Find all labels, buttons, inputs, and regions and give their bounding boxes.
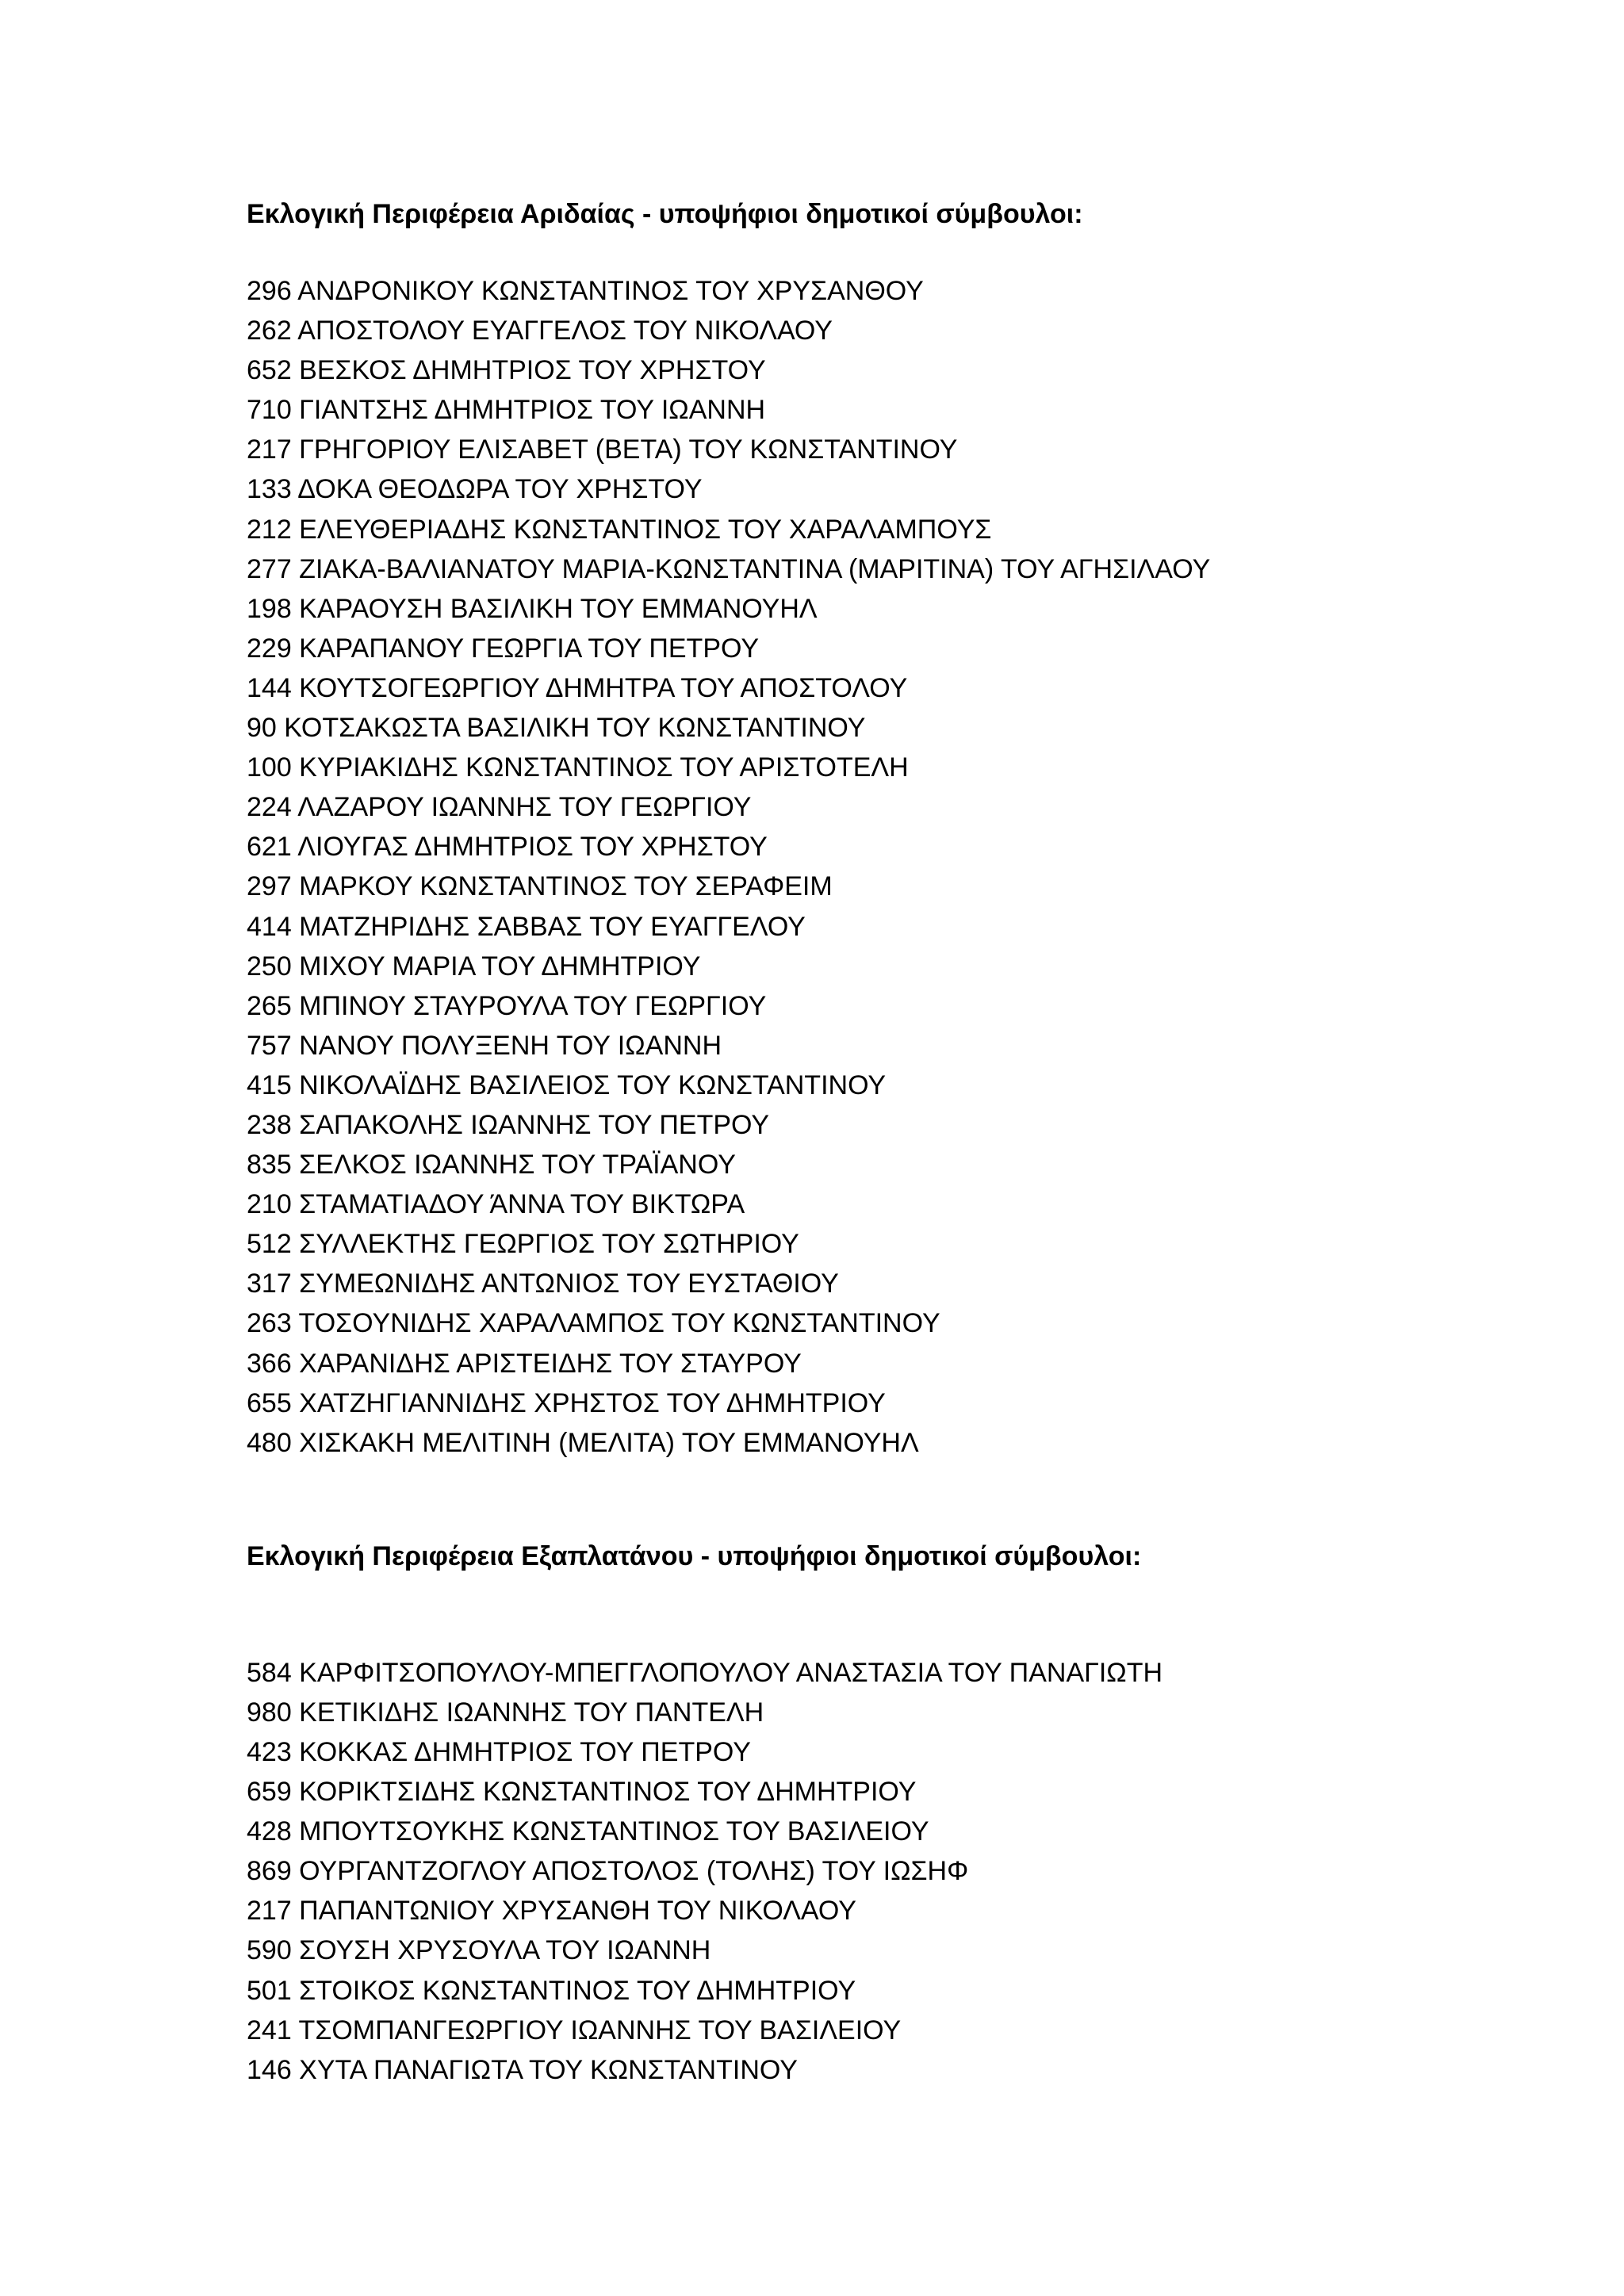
candidate-entry: 621 ΛΙΟΥΓΑΣ ΔΗΜΗΤΡΙΟΣ ΤΟΥ ΧΡΗΣΤΟΥ	[247, 832, 768, 863]
candidate-list	[247, 1653, 1436, 2090]
candidate-entry: 415 ΝΙΚΟΛΑΪΔΗΣ ΒΑΣΙΛΕΙΟΣ ΤΟΥ ΚΩΝΣΤΑΝΤΙΝΟΥ	[247, 1070, 887, 1100]
candidate-entry: 250 ΜΙΧΟΥ ΜΑΡΙΑ ΤΟΥ ΔΗΜΗΤΡΙΟΥ	[247, 951, 701, 982]
candidate-entry: 869 ΟΥΡΓΑΝΤΖΟΓΛΟΥ ΑΠΟΣΤΟΛΟΣ (ΤΟΛΗΣ) ΤΟΥ ΙΩΣΗΦ	[247, 1856, 969, 1887]
candidate-entry: 584 ΚΑΡΦΙΤΣΟΠΟΥΛΟΥ-ΜΠΕΓΓΛΟΠΟΥΛΟΥ ΑΝΑΣΤΑΣΙΑ ΤΟΥ ΠΑΝΑΓΙΩΤΗ	[247, 1657, 1163, 1688]
candidate-entry: 229 ΚΑΡΑΠΑΝΟΥ ΓΕΩΡΓΙΑ ΤΟΥ ΠΕΤΡΟΥ	[247, 633, 760, 664]
candidate-entry: 224 ΛΑΖΑΡΟΥ ΙΩΑΝΝΗΣ ΤΟΥ ΓΕΩΡΓΙΟΥ	[247, 792, 752, 823]
candidate-list	[247, 271, 1436, 1463]
candidate-entry: 652 ΒΕΣΚΟΣ ΔΗΜΗΤΡΙΟΣ ΤΟΥ ΧΡΗΣΤΟΥ	[247, 355, 766, 386]
section-heading: Εκλογική Περιφέρεια Εξαπλατάνου - υποψήφιοι δημοτικοί σύμβουλοι:	[247, 1540, 1142, 1571]
candidate-entry: 262 ΑΠΟΣΤΟΛΟΥ ΕΥΑΓΓΕΛΟΣ ΤΟΥ ΝΙΚΟΛΑΟΥ	[247, 316, 833, 346]
candidate-entry: 217 ΠΑΠΑΝΤΩΝΙΟΥ ΧΡΥΣΑΝΘΗ ΤΟΥ ΝΙΚΟΛΑΟΥ	[247, 1896, 856, 1927]
candidate-entry: 655 ΧΑΤΖΗΓΙΑΝΝΙΔΗΣ ΧΡΗΣΤΟΣ ΤΟΥ ΔΗΜΗΤΡΙΟΥ	[247, 1387, 886, 1418]
candidate-entry: 980 ΚΕΤΙΚΙΔΗΣ ΙΩΑΝΝΗΣ ΤΟΥ ΠΑΝΤΕΛΗ	[247, 1697, 764, 1728]
candidate-entry: 263 ΤΟΣΟΥΝΙΔΗΣ ΧΑΡΑΛΑΜΠΟΣ ΤΟΥ ΚΩΝΣΤΑΝΤΙΝΟΥ	[247, 1308, 940, 1339]
candidate-entry: 217 ΓΡΗΓΟΡΙΟΥ ΕΛΙΣΑΒΕΤ (ΒΕΤΑ) ΤΟΥ ΚΩΝΣΤΑΝΤΙΝΟΥ	[247, 434, 958, 465]
candidate-entry: 297 ΜΑΡΚΟΥ ΚΩΝΣΤΑΝΤΙΝΟΣ ΤΟΥ ΣΕΡΑΦΕΙΜ	[247, 871, 833, 902]
candidate-entry: 428 ΜΠΟΥΤΣΟΥΚΗΣ ΚΩΝΣΤΑΝΤΙΝΟΣ ΤΟΥ ΒΑΣΙΛΕΙΟΥ	[247, 1816, 929, 1847]
section-heading: Εκλογική Περιφέρεια Αριδαίας - υποψήφιοι δημοτικοί σύμβουλοι:	[247, 199, 1083, 229]
candidate-entry: 757 ΝΑΝΟΥ ΠΟΛΥΞΕΝΗ ΤΟΥ ΙΩΑΝΝΗ	[247, 1030, 722, 1061]
section-aridaia	[247, 194, 1436, 1463]
candidate-entry: 277 ΖΙΑΚΑ-ΒΑΛΙΑΝΑΤΟΥ ΜΑΡΙΑ-ΚΩΝΣΤΑΝΤΙΝΑ (ΜΑΡΙΤΙΝΑ) ΤΟΥ ΑΓΗΣΙΛΑΟΥ	[247, 553, 1211, 584]
candidate-entry: 512 ΣΥΛΛΕΚΤΗΣ ΓΕΩΡΓΙΟΣ ΤΟΥ ΣΩΤΗΡΙΟΥ	[247, 1229, 799, 1260]
document-page	[247, 194, 1436, 2090]
candidate-entry: 659 ΚΟΡΙΚΤΣΙΔΗΣ ΚΩΝΣΤΑΝΤΙΝΟΣ ΤΟΥ ΔΗΜΗΤΡΙΟΥ	[247, 1777, 917, 1808]
candidate-entry: 133 ΔΟΚΑ ΘΕΟΔΩΡΑ ΤΟΥ ΧΡΗΣΤΟΥ	[247, 474, 703, 505]
candidate-entry: 414 ΜΑΤΖΗΡΙΔΗΣ ΣΑΒΒΑΣ ΤΟΥ ΕΥΑΓΓΕΛΟΥ	[247, 911, 806, 942]
candidate-entry: 480 ΧΙΣΚΑΚΗ ΜΕΛΙΤΙΝΗ (ΜΕΛΙΤΑ) ΤΟΥ ΕΜΜΑΝΟΥΗΛ	[247, 1427, 919, 1458]
candidate-entry: 366 ΧΑΡΑΝΙΔΗΣ ΑΡΙΣΤΕΙΔΗΣ ΤΟΥ ΣΤΑΥΡΟΥ	[247, 1348, 802, 1379]
candidate-entry: 144 ΚΟΥΤΣΟΓΕΩΡΓΙΟΥ ΔΗΜΗΤΡΑ ΤΟΥ ΑΠΟΣΤΟΛΟΥ	[247, 672, 908, 703]
candidate-entry: 146 ΧΥΤΑ ΠΑΝΑΓΙΩΤΑ ΤΟΥ ΚΩΝΣΤΑΝΤΙΝΟΥ	[247, 2054, 798, 2085]
candidate-entry: 501 ΣΤΟΙΚΟΣ ΚΩΝΣΤΑΝΤΙΝΟΣ ΤΟΥ ΔΗΜΗΤΡΙΟΥ	[247, 1975, 856, 2006]
candidate-entry: 241 ΤΣΟΜΠΑΝΓΕΩΡΓΙΟΥ ΙΩΑΝΝΗΣ ΤΟΥ ΒΑΣΙΛΕΙΟΥ	[247, 2015, 902, 2045]
candidate-entry: 710 ΓΙΑΝΤΣΗΣ ΔΗΜΗΤΡΙΟΣ ΤΟΥ ΙΩΑΝΝΗ	[247, 395, 766, 426]
candidate-entry: 317 ΣΥΜΕΩΝΙΔΗΣ ΑΝΤΩΝΙΟΣ ΤΟΥ ΕΥΣΤΑΘΙΟΥ	[247, 1269, 839, 1299]
candidate-entry: 296 ΑΝΔΡΟΝΙΚΟΥ ΚΩΝΣΤΑΝΤΙΝΟΣ ΤΟΥ ΧΡΥΣΑΝΘΟΥ	[247, 276, 924, 306]
candidate-entry: 265 ΜΠΙΝΟΥ ΣΤΑΥΡΟΥΛΑ ΤΟΥ ΓΕΩΡΓΙΟΥ	[247, 990, 767, 1021]
candidate-entry: 423 ΚΟΚΚΑΣ ΔΗΜΗΤΡΙΟΣ ΤΟΥ ΠΕΤΡΟΥ	[247, 1737, 751, 1767]
candidate-entry: 238 ΣΑΠΑΚΟΛΗΣ ΙΩΑΝΝΗΣ ΤΟΥ ΠΕΤΡΟΥ	[247, 1109, 770, 1140]
candidate-entry: 212 ΕΛΕΥΘΕΡΙΑΔΗΣ ΚΩΝΣΤΑΝΤΙΝΟΣ ΤΟΥ ΧΑΡΑΛΑΜΠΟΥΣ	[247, 514, 992, 545]
candidate-entry: 210 ΣΤΑΜΑΤΙΑΔΟΥ ΆΝΝΑ ΤΟΥ ΒΙΚΤΩΡΑ	[247, 1189, 745, 1220]
section-exaplatanos	[247, 1536, 1436, 2090]
candidate-entry: 590 ΣΟΥΣΗ ΧΡΥΣΟΥΛΑ ΤΟΥ ΙΩΑΝΝΗ	[247, 1935, 711, 1966]
candidate-entry: 90 ΚΟΤΣΑΚΩΣΤΑ ΒΑΣΙΛΙΚΗ ΤΟΥ ΚΩΝΣΤΑΝΤΙΝΟΥ	[247, 713, 866, 744]
candidate-entry: 198 ΚΑΡΑΟΥΣΗ ΒΑΣΙΛΙΚΗ ΤΟΥ ΕΜΜΑΝΟΥΗΛ	[247, 593, 818, 624]
candidate-entry: 835 ΣΕΛΚΟΣ ΙΩΑΝΝΗΣ ΤΟΥ ΤΡΑΪΑΝΟΥ	[247, 1150, 736, 1181]
candidate-entry: 100 ΚΥΡΙΑΚΙΔΗΣ ΚΩΝΣΤΑΝΤΙΝΟΣ ΤΟΥ ΑΡΙΣΤΟΤΕΛΗ	[247, 752, 909, 783]
